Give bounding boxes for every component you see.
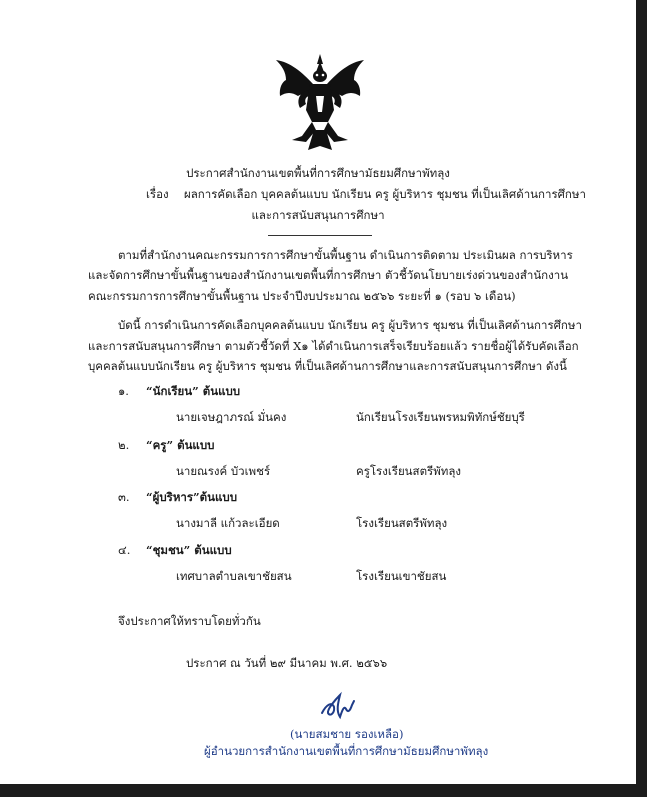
- scan-border-right: [636, 0, 647, 797]
- category-title: “นักเรียน” ต้นแบบ: [146, 384, 241, 398]
- awardee-name: นายเจษฎาภรณ์ มั่นคง: [176, 410, 287, 424]
- signatory-name: (นายสมชาย รองเหลือ): [290, 727, 404, 741]
- closing-statement: จึงประกาศให้ทราบโดยทั่วกัน: [118, 614, 261, 628]
- awardee-organization: นักเรียนโรงเรียนพรหมพิทักษ์ชัยบุรี: [356, 410, 525, 424]
- paragraph1-line2: และจัดการศึกษาขั้นพื้นฐานของสำนักงานเขตพื้นที่การศึกษา ตัวชี้วัดนโยบายเร่งด่วนของสำนักงาน: [88, 268, 569, 282]
- awardee-name: เทศบาลตำบลเขาชัยสน: [176, 569, 292, 583]
- subject-prefix: เรื่อง: [146, 187, 169, 201]
- announcement-date: ประกาศ ณ วันที่ ๒๙ มีนาคม พ.ศ. ๒๕๖๖: [186, 656, 388, 670]
- awardee-organization: โรงเรียนเขาชัยสน: [356, 569, 447, 583]
- awardee-organization: ครูโรงเรียนสตรีพัทลุง: [356, 464, 462, 478]
- category-number: ๔.: [118, 543, 131, 557]
- category-number: ๑.: [118, 384, 129, 398]
- awardee-organization: โรงเรียนสตรีพัทลุง: [356, 516, 448, 530]
- category-title: “ครู” ต้นแบบ: [146, 438, 215, 452]
- handwritten-signature: [318, 691, 360, 723]
- category-number: ๓.: [118, 490, 130, 504]
- category-number: ๒.: [118, 438, 130, 452]
- subject-line-2: และการสนับสนุนการศึกษา: [251, 208, 385, 222]
- category-title: “ผู้บริหาร”ต้นแบบ: [146, 490, 238, 504]
- paragraph1-line3: คณะกรรมการการศึกษาขั้นพื้นฐาน ประจำปีงบประมาณ ๒๕๖๖ ระยะที่ ๑ (รอบ ๖ เดือน): [88, 289, 516, 303]
- subject-line-1: ผลการคัดเลือก บุคคลต้นแบบ นักเรียน ครู ผู้บริหาร ชุมชน ที่เป็นเลิศด้านการศึกษา: [184, 187, 586, 201]
- announcement-heading: ประกาศสำนักงานเขตพื้นที่การศึกษามัธยมศึกษาพัทลุง: [186, 166, 450, 180]
- garuda-emblem-icon: [272, 52, 368, 156]
- paragraph2-line2: และการสนับสนุนการศึกษา ตามตัวชี้วัดที่ X๑ ได้ดำเนินการเสร็จเรียบร้อยแล้ว รายชื่อผู้ได้รับคัดเลือก: [88, 339, 579, 353]
- signatory-title: ผู้อำนวยการสำนักงานเขตพื้นที่การศึกษามัธยมศึกษาพัทลุง: [204, 744, 489, 758]
- paragraph1-line1: ตามที่สำนักงานคณะกรรมการการศึกษาขั้นพื้นฐาน ดำเนินการติดตาม ประเมินผล การบริหาร: [118, 248, 573, 262]
- heading-divider: [268, 235, 372, 236]
- paragraph2-line3: บุคคลต้นแบบนักเรียน ครู ผู้บริหาร ชุมชน ที่เป็นเลิศด้านการศึกษาและการสนับสนุนการศึกษา ดังนี้: [88, 359, 567, 373]
- awardee-name: นายณรงค์ บัวเพชร์: [176, 464, 271, 478]
- scan-border-bottom: [0, 784, 647, 797]
- category-title: “ชุมชน” ต้นแบบ: [146, 543, 232, 557]
- paragraph2-line1: บัดนี้ การดำเนินการคัดเลือกบุคคลต้นแบบ นักเรียน ครู ผู้บริหาร ชุมชน ที่เป็นเลิศด้านการศึกษา: [118, 318, 582, 332]
- awardee-name: นางมาลี แก้วละเอียด: [176, 516, 280, 530]
